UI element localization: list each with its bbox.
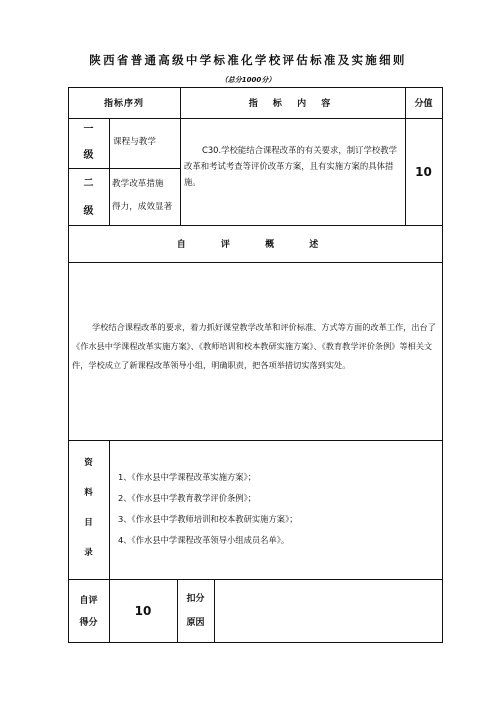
deduction-label-line2: 原因 bbox=[186, 618, 205, 628]
materials-list bbox=[118, 467, 440, 551]
level1-label-bottom: 级 bbox=[83, 150, 94, 161]
materials-label bbox=[68, 448, 109, 568]
list-item: 3、《作水县中学教师培训和校本教研实施方案》； bbox=[118, 514, 298, 524]
deduction-reason bbox=[214, 579, 442, 642]
materials-label-0: 资 bbox=[84, 458, 93, 468]
self-review-header: 自 评 概 述 bbox=[176, 240, 335, 250]
list-item: 1、《作水县中学课程改革实施方案》； bbox=[118, 472, 257, 482]
level1-label-top: 一 bbox=[83, 124, 94, 135]
header-index-series: 指标序列 bbox=[103, 99, 144, 109]
deduction-label-line1: 扣分 bbox=[186, 594, 205, 604]
indicator-content: C30.学校能结合课程改革的有关要求，制订学校教学改革和考试考查等评价改革方案，且有实施方案的具体措施。 bbox=[184, 145, 398, 187]
self-score-label-line2: 得分 bbox=[79, 618, 98, 628]
level2-label-bottom: 级 bbox=[83, 206, 94, 217]
document-title: 陕西省普通高级中学标准化学校评估标准及实施细则 bbox=[89, 53, 407, 67]
level1-name: 课程与教学 bbox=[113, 137, 156, 147]
level2-name-line2: 得力，成效显著 bbox=[112, 202, 173, 212]
level1-label bbox=[68, 118, 109, 168]
score-value: 10 bbox=[415, 164, 432, 179]
self-review-text: 学校结合课程改革的要求，着力抓好课堂教学改革和评价标准、方式等方面的改革工作，出台了《作水县中学课程改革实施方案》、《教师培训和校本教研实施方案》、《教育教学评价条例》等相关文件，学校成立了新课程改革领导小组，明确职责，把各项举措切实落到实处。 bbox=[72, 322, 436, 370]
level2-name-line1: 教学改革措施 bbox=[112, 179, 164, 189]
level2-name bbox=[112, 175, 182, 217]
materials-label-3: 录 bbox=[84, 548, 93, 558]
level2-label bbox=[68, 168, 109, 225]
self-score-value: 10 bbox=[134, 603, 152, 618]
deduction-label bbox=[177, 579, 214, 642]
list-item: 4、《作水县中学课程改革领导小组成员名单》。 bbox=[118, 535, 290, 545]
materials-label-2: 目 bbox=[84, 518, 93, 528]
level2-label-top: 二 bbox=[83, 178, 94, 189]
self-score-label bbox=[68, 579, 109, 642]
document-subtitle: （总分1000分） bbox=[220, 76, 276, 84]
header-score: 分值 bbox=[414, 99, 433, 109]
header-content: 指 标 内 容 bbox=[248, 99, 337, 109]
list-item: 2、《作水县中学教育教学评价条例》； bbox=[118, 493, 257, 503]
materials-label-1: 料 bbox=[84, 488, 93, 498]
self-score-label-line1: 自评 bbox=[79, 596, 98, 606]
